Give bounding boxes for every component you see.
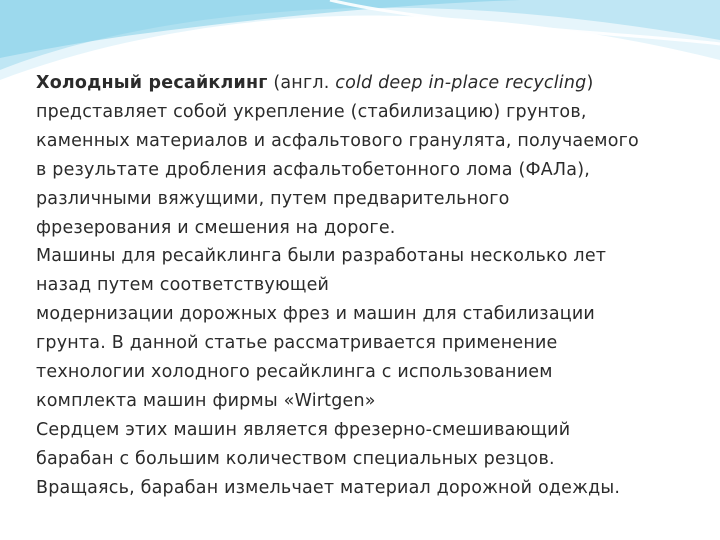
slide-body-text (36, 69, 706, 503)
paragraph-line: Вращаясь, барабан измельчает материал дорожной одежды. (36, 477, 621, 498)
paragraph-line: в результате дробления асфальтобетонного лома (ФАЛа), (36, 159, 590, 180)
intro-suffix: ) (586, 73, 594, 93)
paragraph-line: фрезерования и смешения на дороге. (36, 217, 396, 238)
paragraph-line: комплекта машин фирмы «Wirtgen» (36, 390, 376, 411)
title-term: Холодный ресайклинг (36, 73, 268, 93)
intro-line (36, 69, 706, 98)
paragraph-line: назад путем соответствующей (36, 275, 330, 296)
paragraph-line: Сердцем этих машин является фрезерно-смешивающий (36, 419, 571, 440)
paragraph-line: грунта. В данной статье рассматривается применение (36, 333, 558, 354)
paragraph-line: различными вяжущими, путем предварительного (36, 188, 510, 209)
paragraph-line: технологии холодного ресайклинга с использованием (36, 362, 553, 383)
paragraph-line: каменных материалов и асфальтового гранулята, получаемого (36, 130, 639, 151)
paragraph-line: барабан с большим количеством специальных резцов. (36, 448, 555, 469)
paragraph-line: Машины для ресайклинга были разработаны несколько лет (36, 246, 607, 267)
paragraph-line: модернизации дорожных фрез и машин для стабилизации (36, 304, 595, 325)
intro-prefix: (англ. (267, 73, 336, 93)
paragraph-line: представляет собой укрепление (стабилизацию) грунтов, (36, 101, 587, 122)
english-term: cold deep in-place recycling (335, 73, 587, 93)
